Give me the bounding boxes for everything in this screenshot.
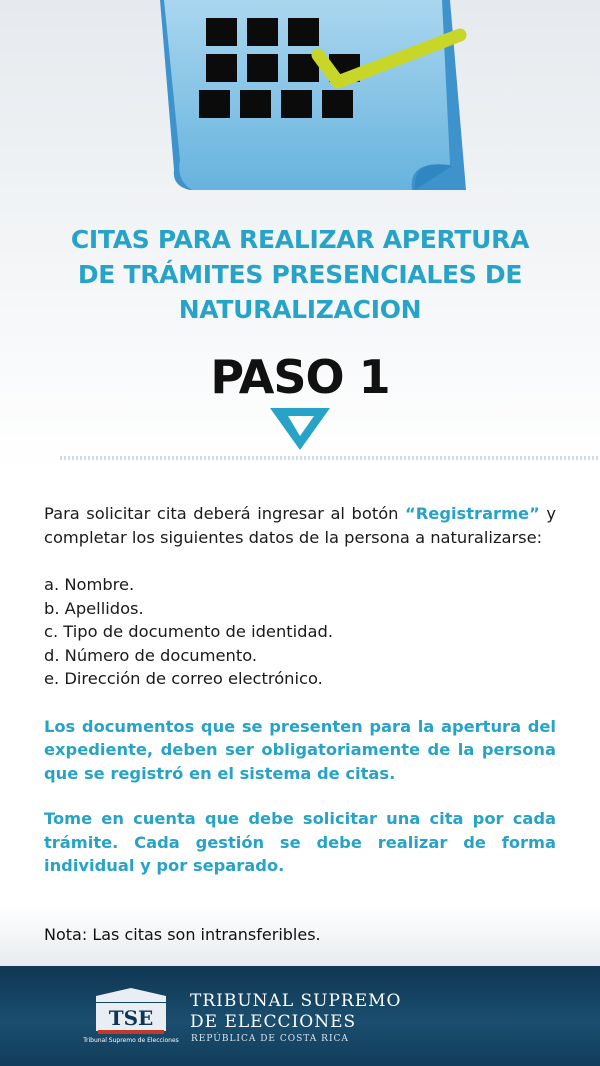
institution-country: REPÚBLICA DE COSTA RICA	[191, 1034, 349, 1044]
page-title	[20, 222, 580, 327]
title-line: DE TRÁMITES PRESENCIALES DE	[77, 260, 523, 289]
logo-caption: Tribunal Supremo de Elecciones	[83, 1037, 179, 1044]
institution-name-line1: TRIBUNAL SUPREMO	[190, 991, 402, 1011]
logo-text: TSE	[108, 1006, 154, 1030]
intro-text: Para solicitar cita deberá ingresar al botón	[44, 504, 406, 523]
title-line: CITAS PARA REALIZAR APERTURA	[70, 225, 530, 254]
step-heading: PASO 1	[210, 350, 390, 404]
title-line: NATURALIZACION	[178, 295, 422, 324]
final-note: Nota: Las citas son intransferibles.	[44, 925, 321, 944]
required-data-list	[44, 573, 556, 691]
divider	[60, 456, 600, 460]
tse-logo	[83, 986, 179, 1046]
list-item: d. Número de documento.	[44, 645, 258, 665]
one-appointment-note: Tome en cuenta que debe solicitar una cita por cada trámite. Cada gestión se debe realizar de forma individual y por separado.	[44, 809, 556, 875]
list-item: c. Tipo de documento de identidad.	[44, 622, 333, 641]
intro-paragraph	[44, 502, 556, 549]
institution-name-line2: DE ELECCIONES	[190, 1012, 357, 1032]
register-button-reference: “Registrarme”	[405, 504, 540, 523]
list-item: a. Nombre.	[44, 575, 135, 594]
intro-text: y completar los siguientes datos de la persona a naturalizarse:	[44, 504, 556, 547]
instructions	[44, 502, 556, 878]
documents-note: Los documentos que se presenten para la apertura del expediente, deben ser obligatoriamente de la persona que se registró en el sistema de citas.	[44, 716, 556, 783]
chevron-down-icon	[270, 408, 330, 450]
list-item: b. Apellidos.	[44, 598, 144, 618]
calendar-check-icon	[150, 0, 470, 200]
list-item: e. Dirección de correo electrónico.	[44, 669, 323, 688]
